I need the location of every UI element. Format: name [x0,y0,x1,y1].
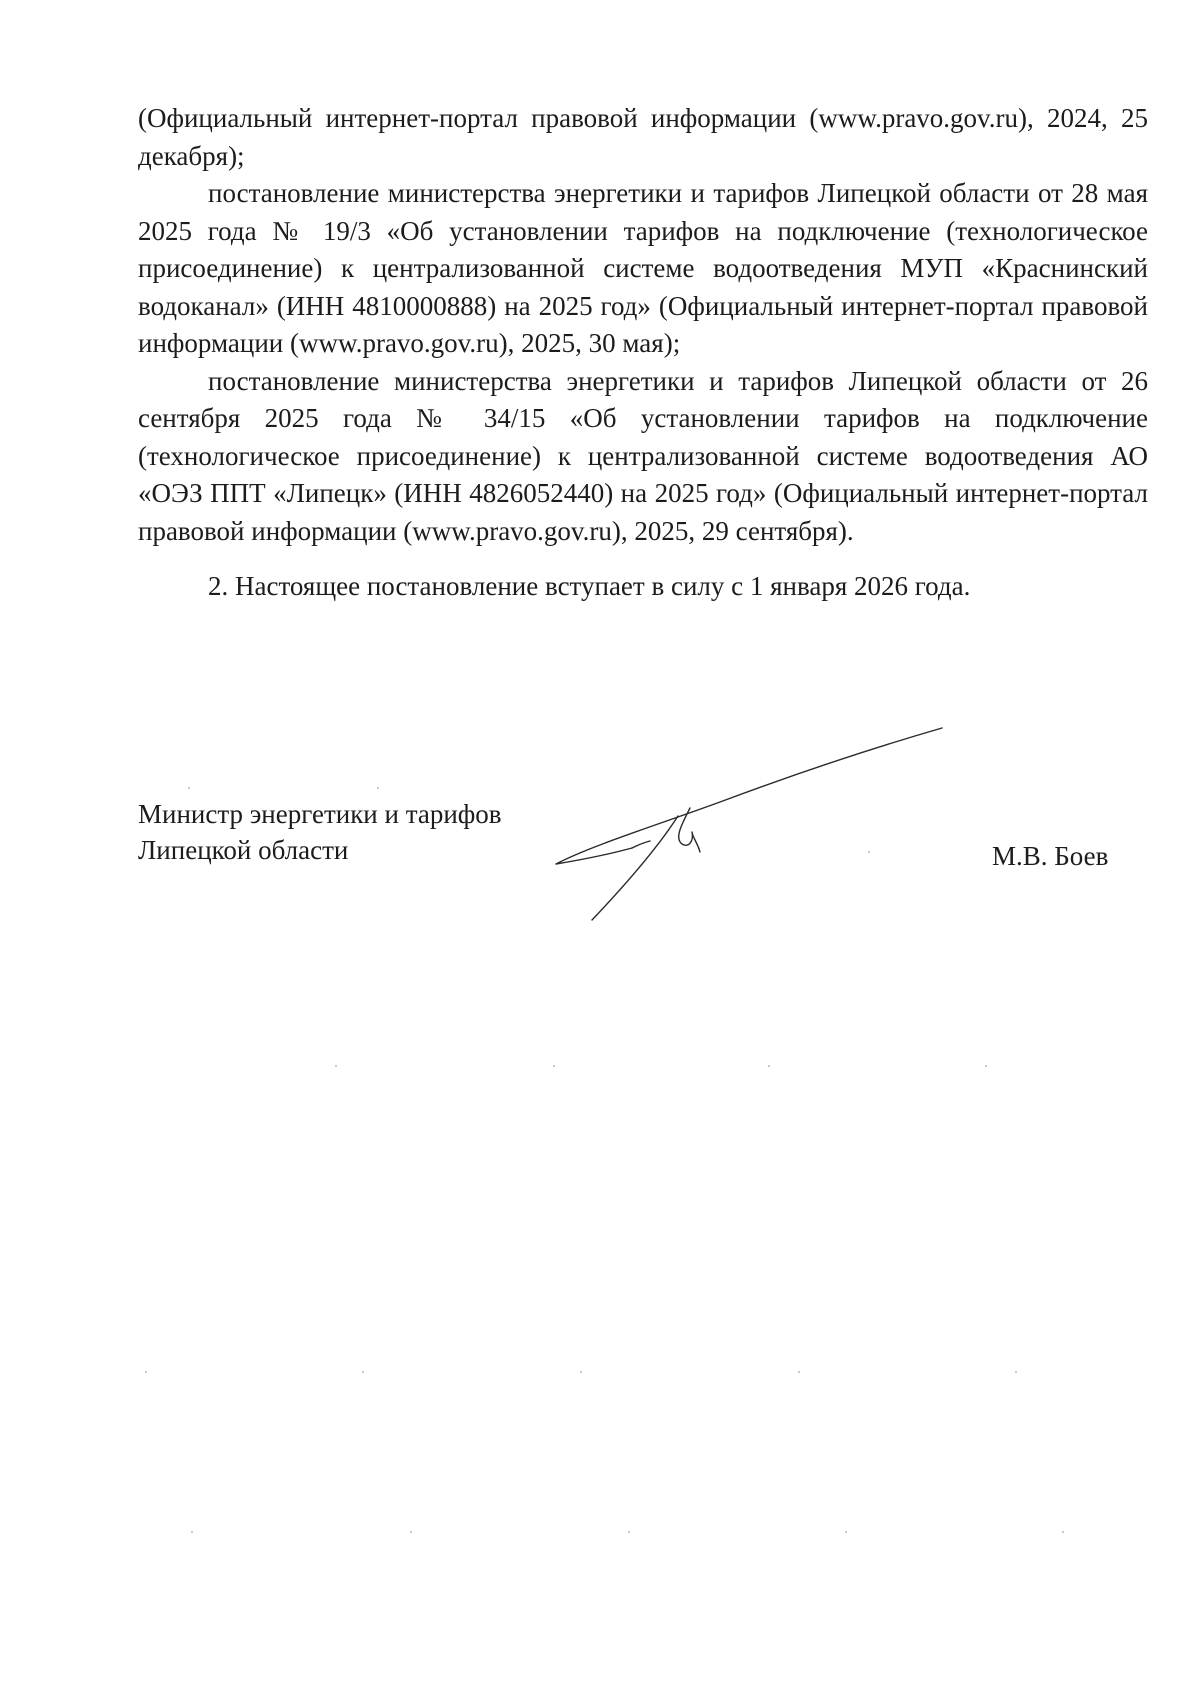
scan-speck [362,1371,364,1373]
paragraph-resolution-34-15: постановление министерства энергетики и тарифов Липецкой области от 26 сентября 2025 года № 34/15 «Об установлении тарифов на подключение (технологическое присоединение) к централизованной системе водоотведения АО «ОЭЗ ППТ «Липецк» (ИНН 4826052440) на 2025 год» (Официальный интернет-портал правовой информации (www.pravo.gov.ru), 2025, 29 сентября). [138,365,1148,546]
handwritten-signature [550,720,950,940]
paragraph-continuation: (Официальный интернет-портал правовой информации (www.pravo.gov.ru), 2024, 25 декабря); [138,103,1148,171]
paragraph-resolution-19-3: постановление министерства энергетики и тарифов Липецкой области от 28 мая 2025 года № 19/3 «Об установлении тарифов на подключение (технологическое присоединение) к централизованной системе водоотведения МУП «Краснинский водоканал» (ИНН 4810000888) на 2025 год» (Официальный интернет-портал правовой информации (www.pravo.gov.ru), 2025, 30 мая); [138,178,1148,358]
scan-speck [377,787,379,789]
scan-speck [768,1065,770,1067]
signatory-position-line-2: Липецкой области [138,835,349,865]
signatory-name: М.В. Боев [992,841,1109,871]
scan-speck [628,1531,630,1533]
scan-speck [1015,1371,1017,1373]
document-body [138,100,1148,606]
signatory-position-line-1: Министр энергетики и тарифов [138,799,502,829]
signatory-position [138,796,502,868]
scan-speck [191,1531,193,1533]
scan-speck [868,851,870,853]
scan-speck [335,1065,337,1067]
scan-speck [145,1371,147,1373]
scan-speck [410,1531,412,1533]
scan-speck [798,1371,800,1373]
scan-speck [845,1531,847,1533]
scan-speck [580,1371,582,1373]
clause-2-effective-date: 2. Настоящее постановление вступает в силу с 1 января 2026 года. [208,571,971,601]
scan-speck [553,1065,555,1067]
scan-speck [188,787,190,789]
scan-speck [1062,1531,1064,1533]
scan-speck [985,1065,987,1067]
